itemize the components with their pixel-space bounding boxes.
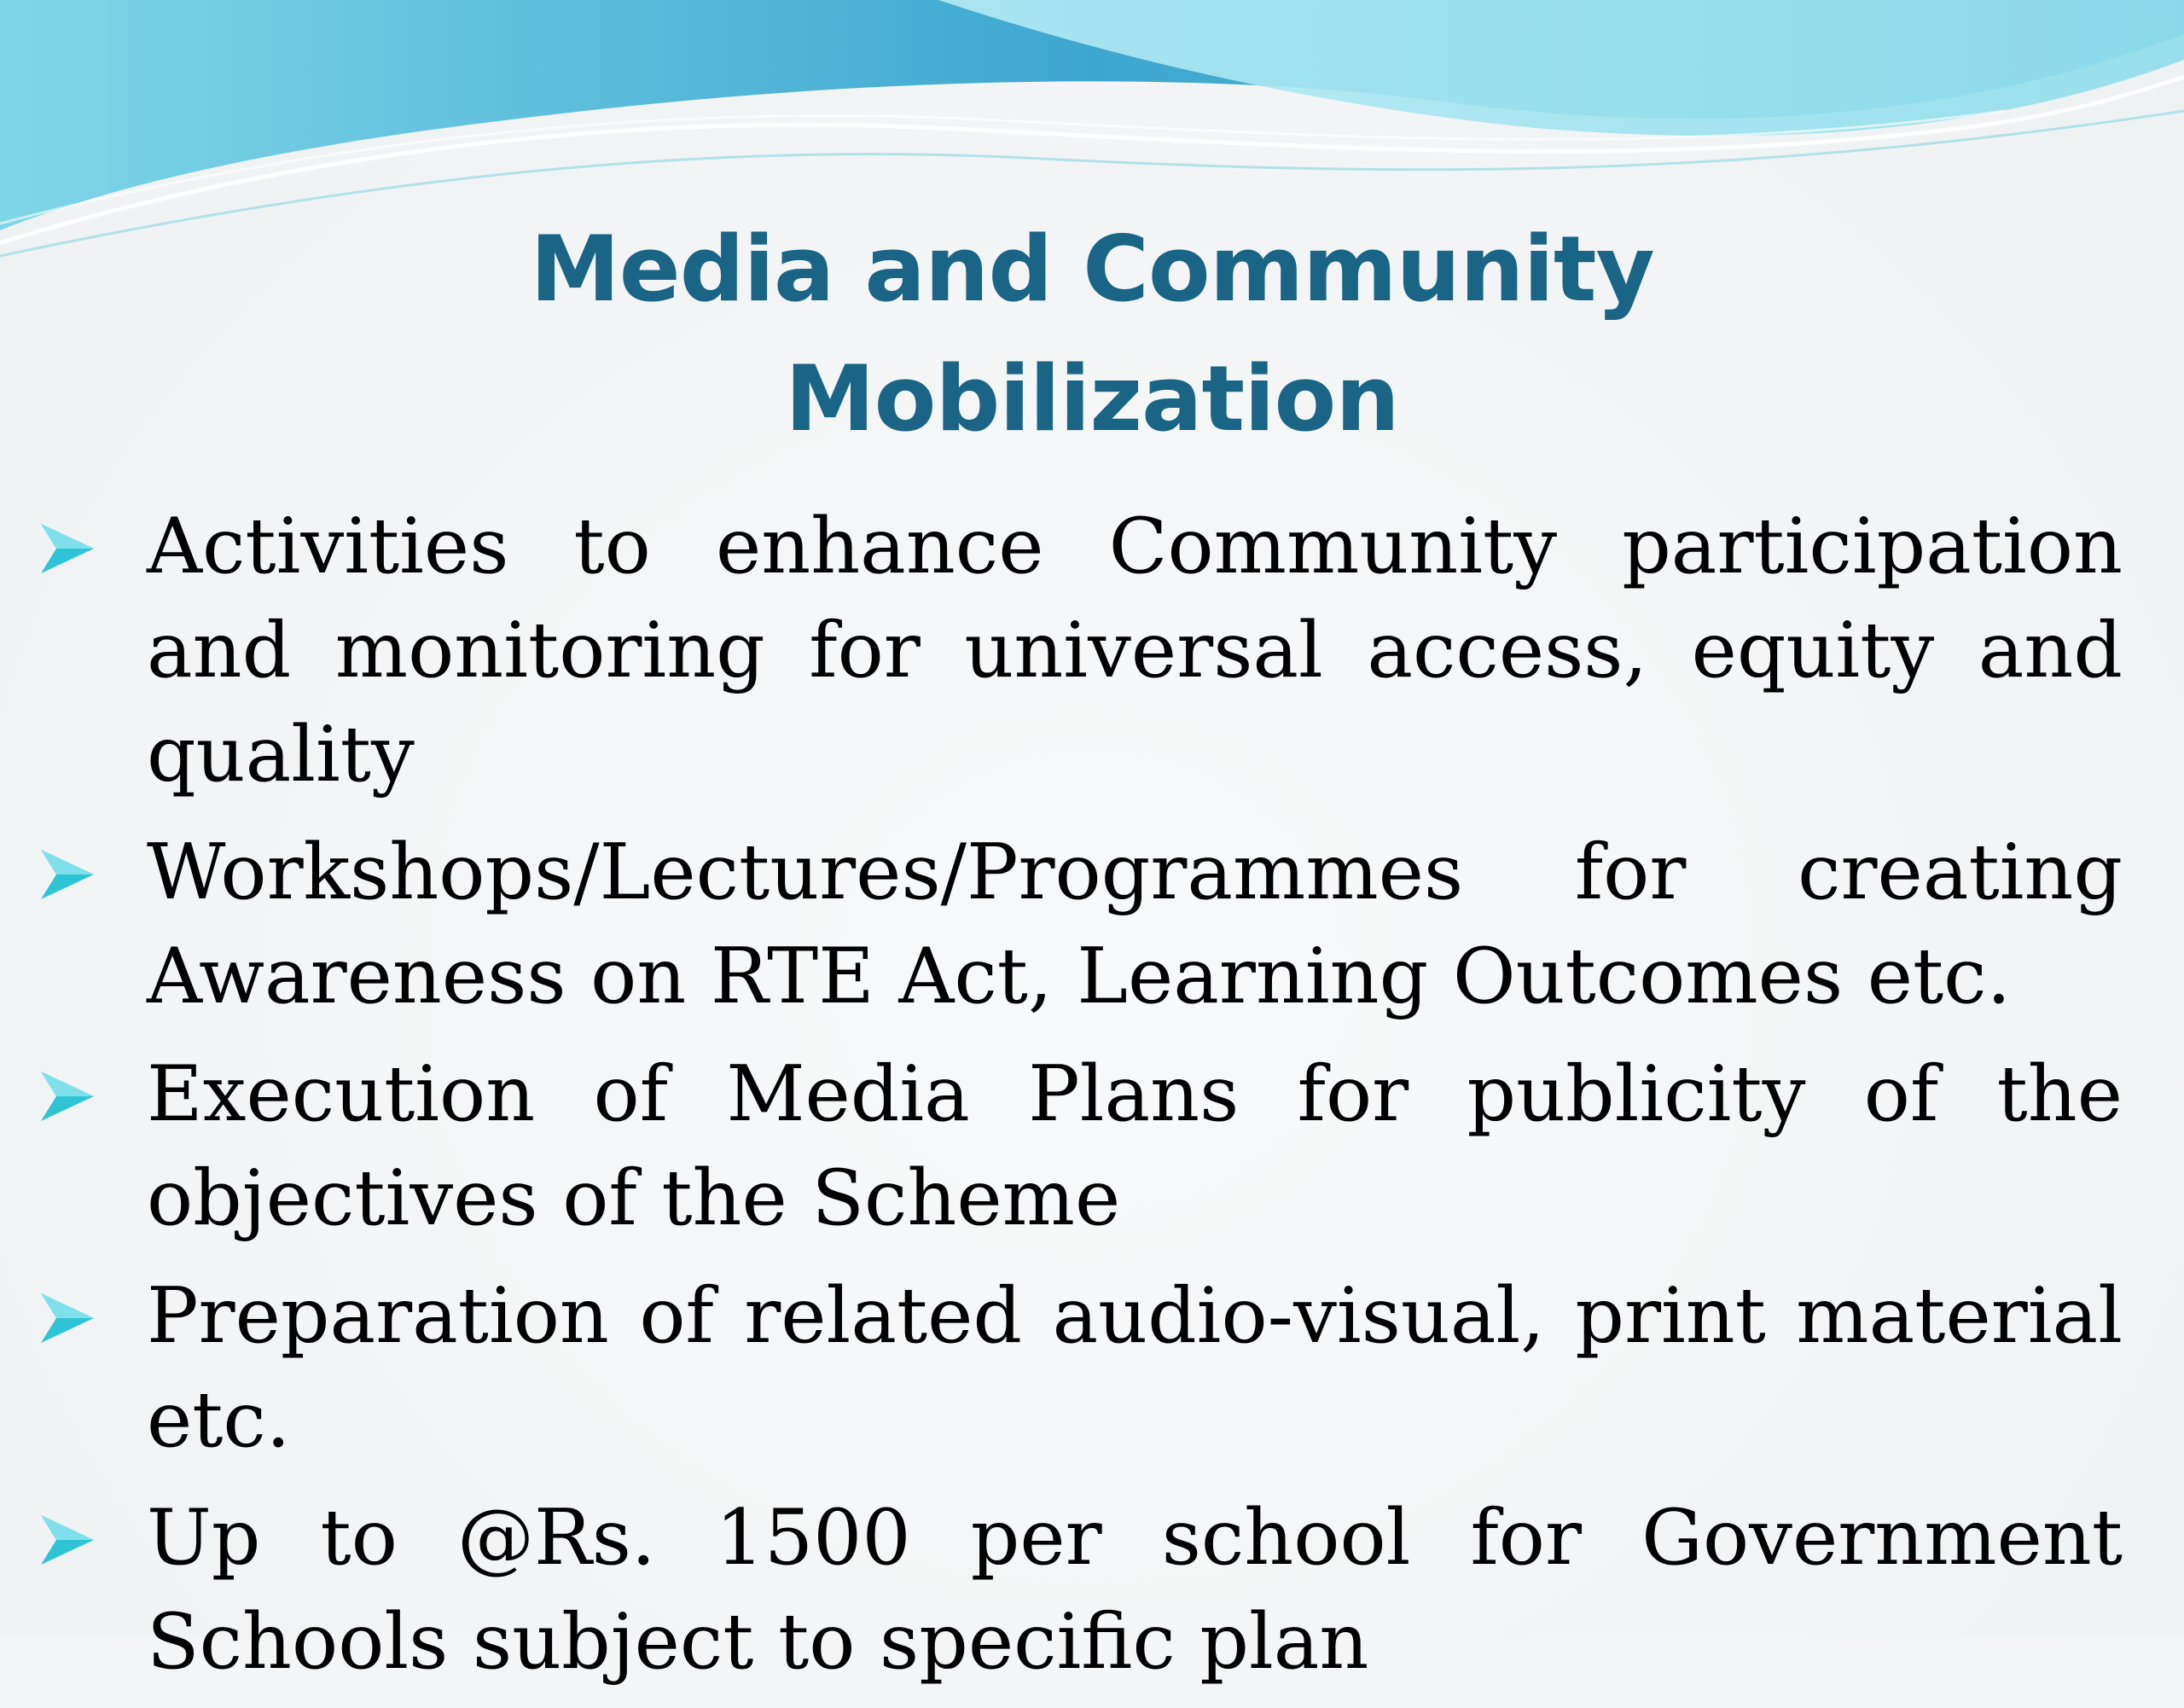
- bullet-item: [0, 821, 2123, 1029]
- bullet-text: Execution of Media Plans for publicity of the objectives of the Scheme: [147, 1049, 2123, 1243]
- slide-title: [0, 205, 2184, 464]
- bullet-text: Activities to enhance Community participation and monitoring for universal access, equity and quality: [147, 502, 2123, 799]
- arrow-bullet-icon: [38, 1068, 97, 1124]
- bullet-item: [0, 1264, 2123, 1473]
- arrow-bullet-icon: [38, 846, 97, 903]
- bullet-text: Up to @Rs. 1500 per school for Government Schools subject to specific plan: [147, 1493, 2123, 1687]
- bullet-text: Preparation of related audio-visual, print material etc.: [147, 1271, 2123, 1465]
- slide-title-line-1: Media and Community: [530, 217, 1654, 322]
- bullet-item: [0, 1043, 2123, 1251]
- slide-title-line-2: Mobilization: [785, 346, 1399, 451]
- bullet-list: [0, 495, 2184, 1708]
- arrow-bullet-icon: [38, 1290, 97, 1346]
- bullet-item: [0, 1486, 2123, 1694]
- arrow-bullet-icon: [38, 1512, 97, 1568]
- arrow-bullet-icon: [38, 520, 97, 577]
- bullet-text: Workshops/Lectures/Programmes for creating Awareness on RTE Act, Learning Outcomes etc.: [147, 828, 2123, 1021]
- bullet-item: [0, 495, 2123, 807]
